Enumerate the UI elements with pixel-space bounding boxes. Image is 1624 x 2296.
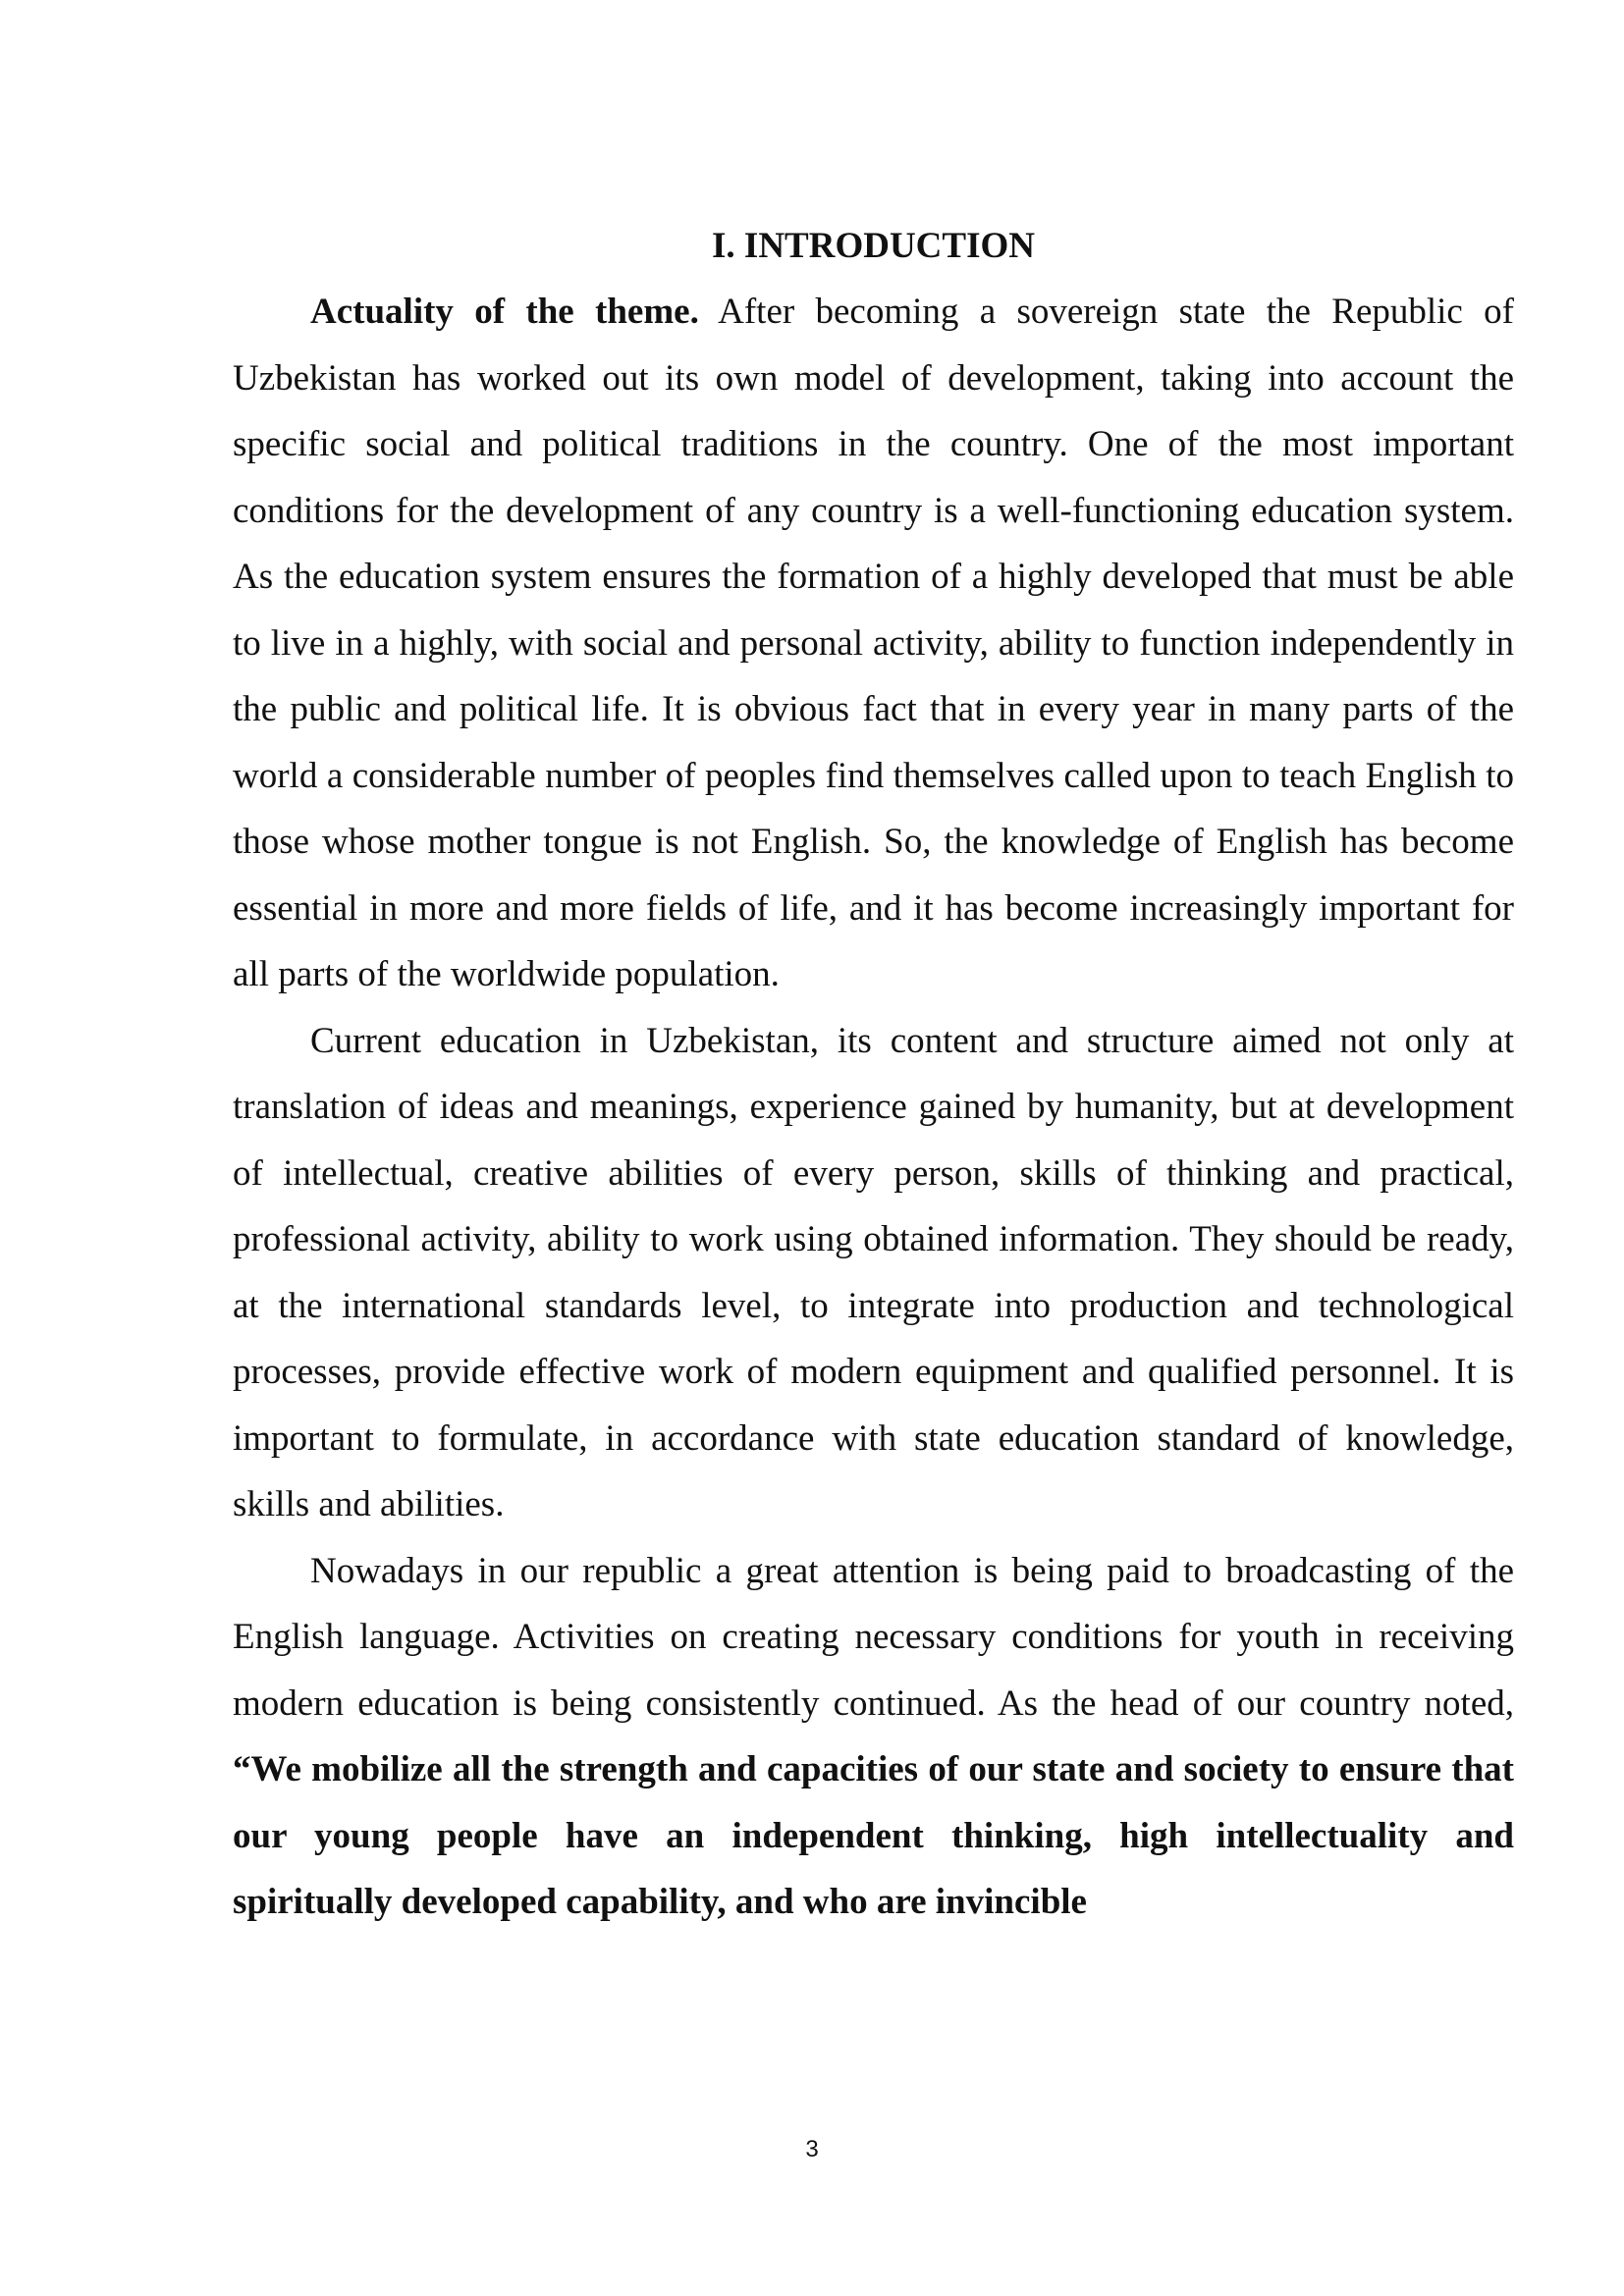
quote-text: “We mobilize all the strength and capacities of our state and society to ensure that our young people have an independent thinking, high intellectuality and spiritually developed capability, and who are invincible	[233, 1749, 1514, 1922]
paragraph-nowadays	[233, 1538, 1514, 1936]
paragraph-nowadays-text: Nowadays in our republic a great attention is being paid to broadcasting of the English language. Activities on creating necessary conditions for youth in receiving modern education is being consistently continued. As the head of our country noted,	[233, 1550, 1514, 1724]
page-content	[233, 213, 1514, 1936]
paragraph-actuality-text: After becoming a sovereign state the Republic of Uzbekistan has worked out its own model of development, taking into account the specific social and political traditions in the country. One of the most important conditions for the development of any country is a well-functioning education system. As the education system ensures the formation of a highly developed that must be able to live in a highly, with social and personal activity, ability to function independently in the public and political life. It is obvious fact that in every year in many parts of the world a considerable number of peoples find themselves called upon to teach English to those whose mother tongue is not English. So, the knowledge of English has become essential in more and more fields of life, and it has become increasingly important for all parts of the worldwide population.	[233, 292, 1514, 994]
page-number: 3	[805, 2136, 819, 2163]
paragraph-current-education: Current education in Uzbekistan, its content and structure aimed not only at translation of ideas and meanings, experience gained by humanity, but at development of intellectual, creative abilities of every person, skills of thinking and practical, professional activity, ability to work using obtained information. They should be ready, at the international standards level, to integrate into production and technological processes, provide effective work of modern equipment and qualified personnel. It is important to formulate, in accordance with state education standard of knowledge, skills and abilities.	[233, 1020, 1514, 1524]
paragraph-actuality	[233, 279, 1514, 1008]
section-heading: I. INTRODUCTION	[712, 226, 1035, 266]
paragraph-lead: Actuality of the theme.	[310, 292, 699, 332]
